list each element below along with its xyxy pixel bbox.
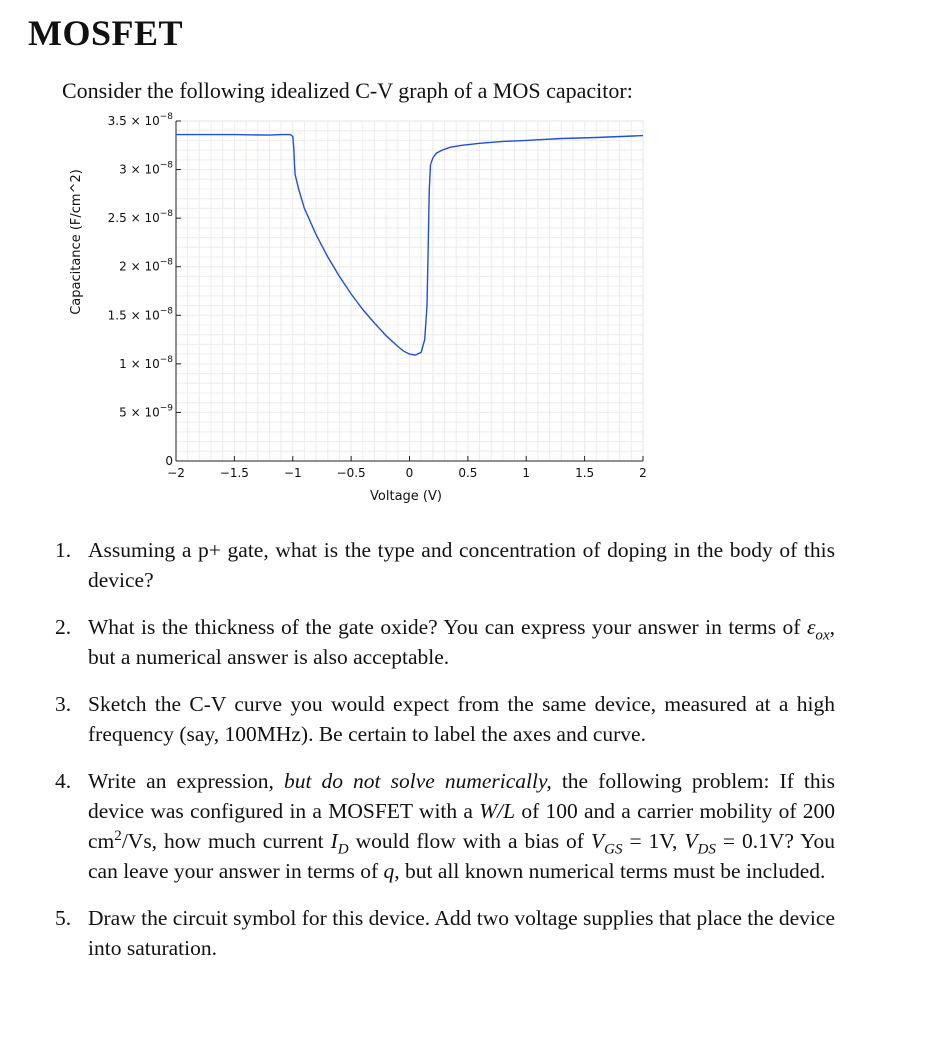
wl-ratio: W/L [479, 799, 516, 823]
question-text: Sketch the C-V curve you would expect from the same device, measured at a high frequency (say, 100MHz). Be certain to label the axes and curve. [88, 692, 835, 746]
x-axis-label: Voltage (V) [370, 489, 442, 504]
question-number: 2. [55, 615, 72, 639]
question-number: 1. [55, 538, 72, 562]
question-list [55, 535, 835, 980]
question-number: 5. [55, 906, 72, 930]
question-number: 3. [55, 692, 72, 716]
question-text-part: would flow with a bias of [348, 829, 591, 853]
x-tick-label: 0 [405, 466, 414, 480]
x-tick-label: 0.5 [458, 466, 478, 480]
x-tick-label: 1 [522, 466, 531, 480]
x-tick-label: 1.5 [575, 466, 595, 480]
intro-text: Consider the following idealized C-V graph of a MOS capacitor: [62, 78, 633, 103]
charge-symbol: q [383, 859, 395, 883]
x-tick-label: 2 [639, 466, 647, 480]
drain-current-symbol: I [330, 829, 338, 853]
vds-symbol: V [684, 829, 698, 853]
y-tick-label: 0 [165, 454, 173, 468]
x-tick-label: −1.5 [219, 466, 249, 480]
question-item [55, 612, 835, 672]
y-tick-label: $3.5 \times 10^{-8}$ [107, 112, 173, 128]
question-number: 4. [55, 769, 72, 793]
cv-chart [0, 108, 700, 508]
y-tick-label: $1 \times 10^{-8}$ [119, 354, 173, 371]
question-text-part: , but all known numerical terms must be included. [394, 859, 826, 883]
emphasis-text: but do not solve numerically, [283, 769, 552, 793]
question-item [55, 903, 835, 963]
question-text: Draw the circuit symbol for this device. Add two voltage supplies that place the device into saturation. [88, 906, 835, 960]
page-title: MOSFET [28, 13, 184, 53]
vgs-symbol: V [590, 829, 605, 853]
question-item [55, 535, 835, 595]
x-tick-label: −2 [167, 466, 185, 480]
question-text: Write an expression, [88, 769, 284, 793]
chart-grid [176, 121, 643, 461]
y-tick-label: $3 \times 10^{-8}$ [119, 160, 173, 177]
x-tick-label: −1 [283, 466, 302, 480]
question-text-part: = 0.1V? You can leave your answer in terms of [88, 829, 835, 883]
question-item [55, 689, 835, 749]
question-text-part: = 1V, [622, 829, 685, 853]
vgs-subscript: GS [604, 841, 623, 858]
drain-current-subscript: D [337, 841, 349, 858]
epsilon-symbol: ε [806, 615, 816, 639]
squared-superscript: 2 [114, 827, 122, 844]
question-item [55, 766, 835, 886]
y-tick-label: $1.5 \times 10^{-8}$ [107, 306, 173, 323]
y-axis-label: Capacitance (F/cm^2) [69, 169, 84, 315]
x-tick-label: −0.5 [336, 466, 366, 480]
y-tick-label: $2.5 \times 10^{-8}$ [107, 209, 173, 226]
question-text: What is the thickness of the gate oxide? You can express your answer in terms of [88, 615, 807, 639]
question-text: Assuming a p+ gate, what is the type and concentration of doping in the body of this device? [88, 538, 835, 592]
question-text-part: /Vs, how much current [121, 829, 331, 853]
question-text-tail: , but a numerical answer is also acceptable. [88, 615, 835, 669]
y-tick-label: $2 \times 10^{-8}$ [119, 257, 173, 274]
vds-subscript: DS [697, 841, 716, 858]
question-text-part: of 100 and a carrier mobility of 200 cm [88, 799, 835, 853]
question-text-part: the following problem: If this device was configured in a MOSFET with a [88, 769, 835, 823]
epsilon-subscript: ox [815, 627, 830, 644]
y-tick-label: $5 \times 10^{-9}$ [119, 403, 173, 420]
